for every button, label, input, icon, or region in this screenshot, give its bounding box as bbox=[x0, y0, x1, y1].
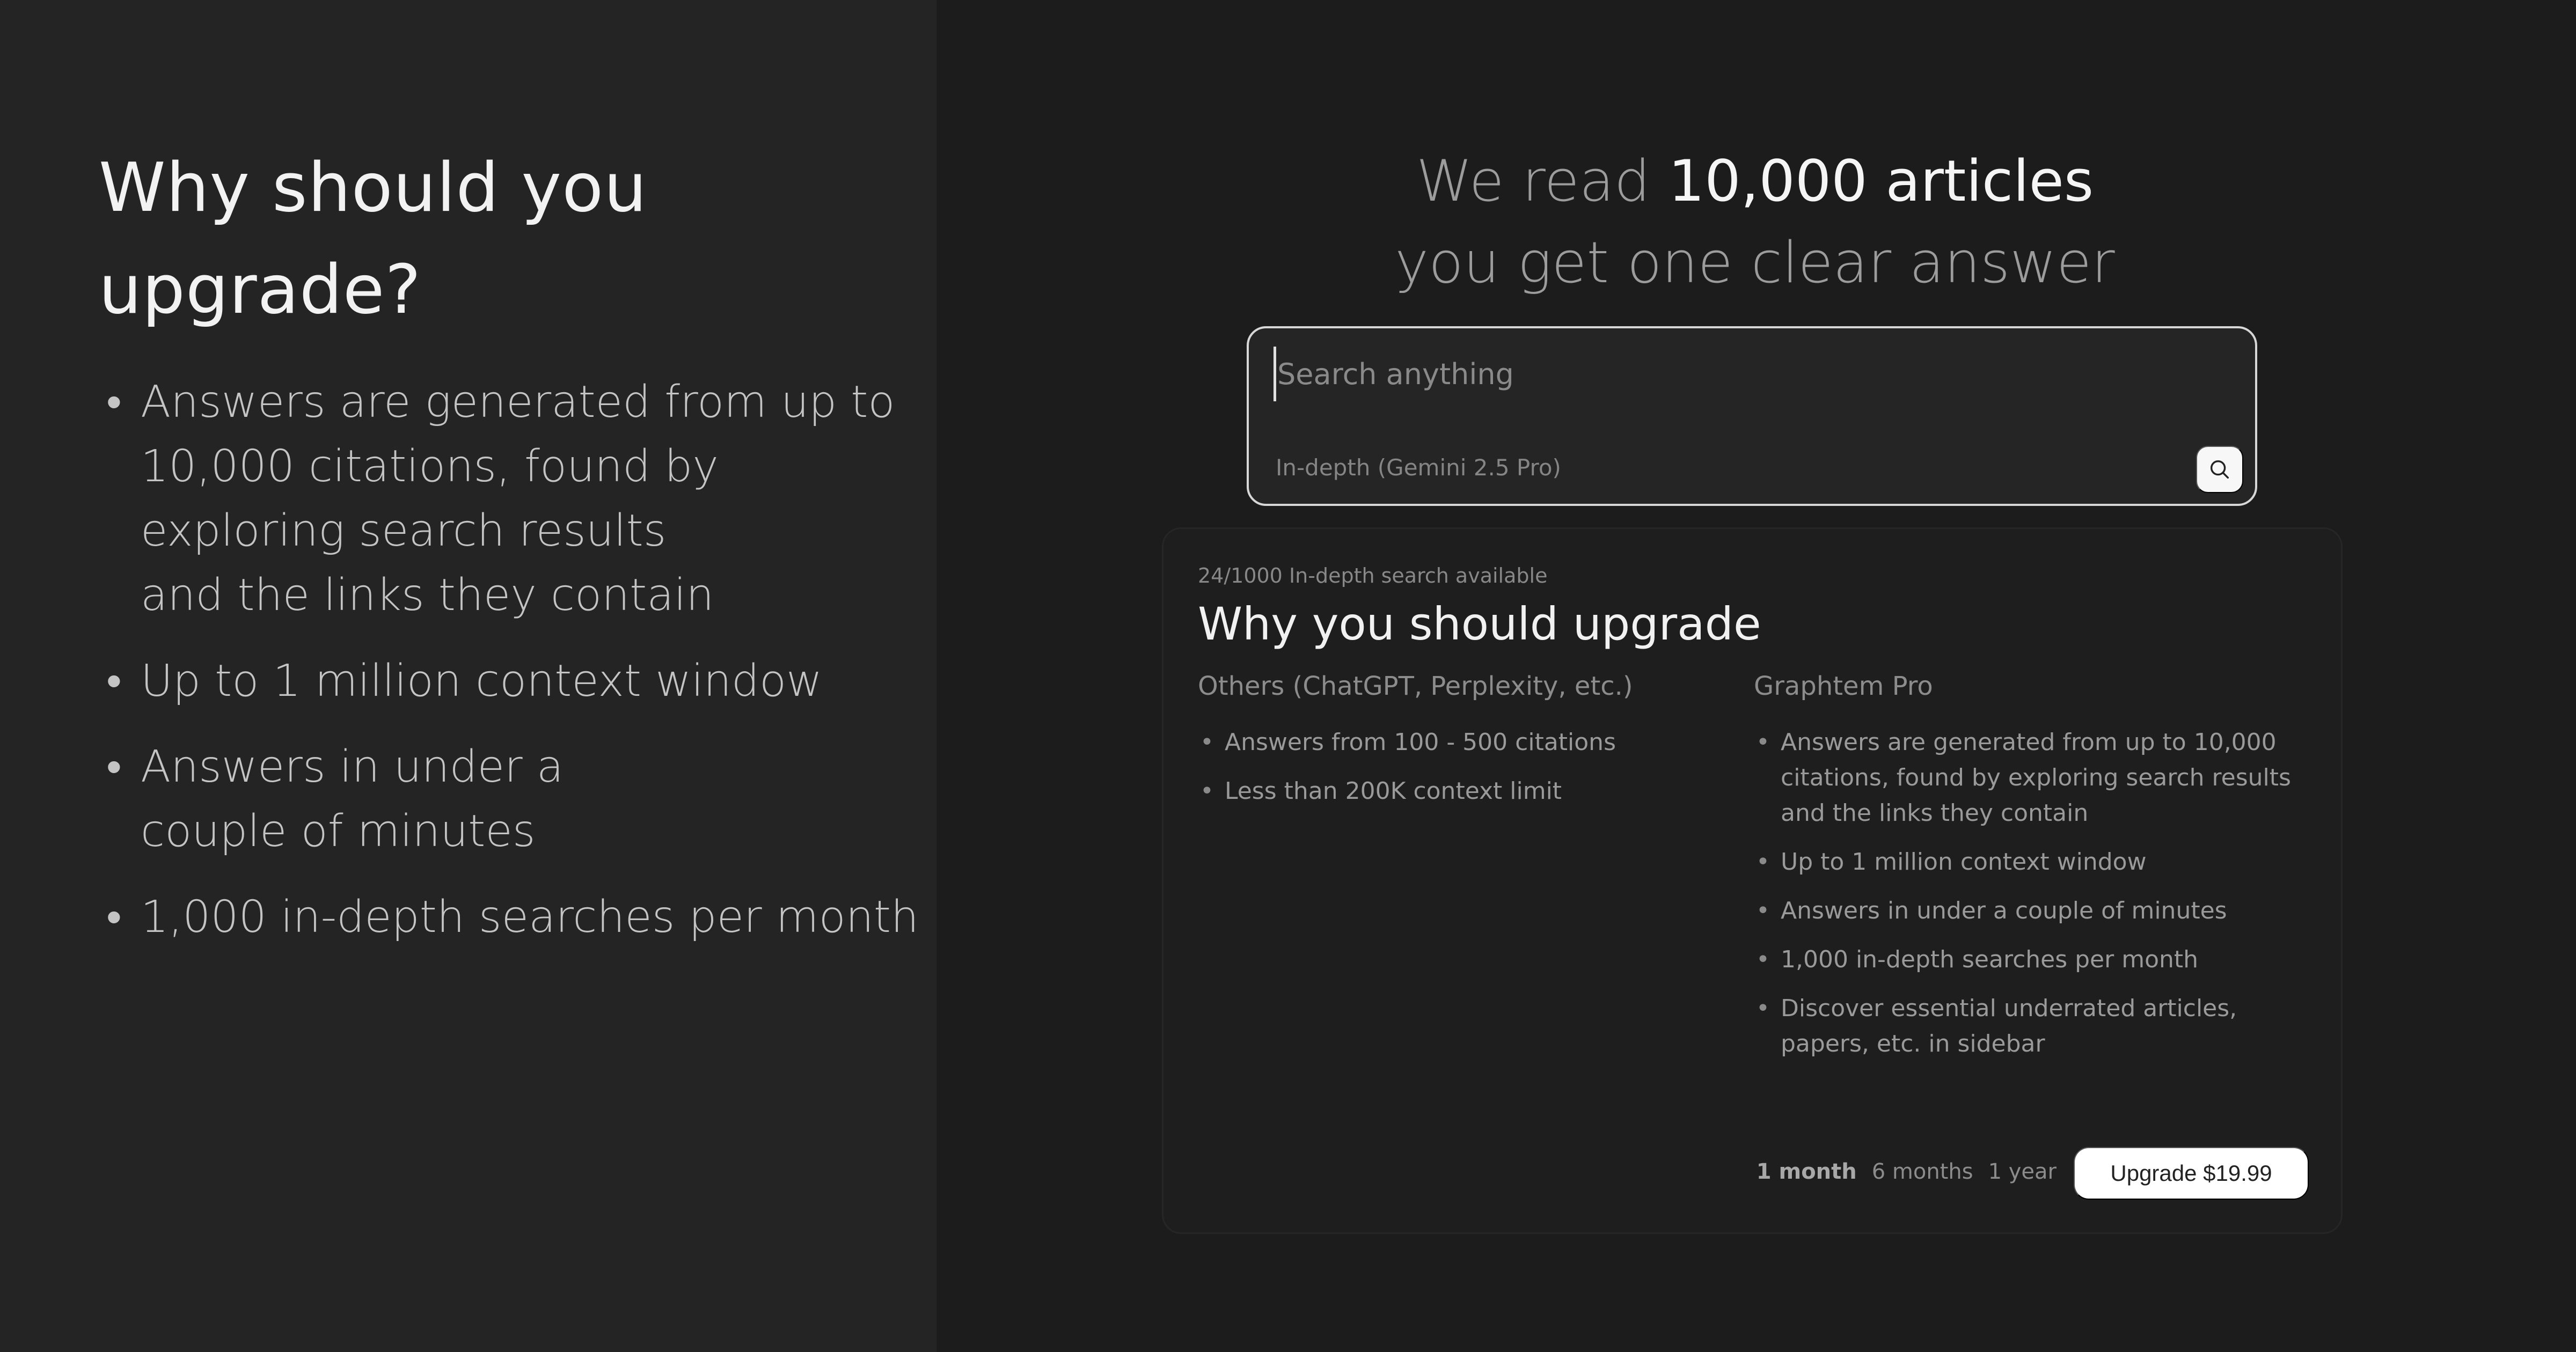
hero-article-count: 10,000 articles bbox=[1668, 148, 2094, 214]
pro-feature-list bbox=[1754, 725, 2301, 1075]
left-panel-title: Why should you upgrade? bbox=[99, 148, 648, 329]
bullet-icon: • bbox=[106, 656, 122, 707]
hero-line-two: you get one clear answer bbox=[1395, 230, 2115, 296]
search-input[interactable] bbox=[1274, 347, 2083, 401]
left-benefit-context-text: Up to 1 million context window bbox=[141, 656, 823, 707]
pro-feature-citations: • Answers are generated from up to 10,000 citations, found by exploring search results and the links they contain bbox=[1754, 725, 2301, 831]
left-upgrade-panel bbox=[0, 0, 936, 1352]
period-six-months[interactable]: 6 months bbox=[1871, 1159, 1973, 1184]
upgrade-card bbox=[1162, 527, 2343, 1234]
search-button[interactable] bbox=[2196, 446, 2243, 493]
upgrade-card-title: Why you should upgrade bbox=[1198, 598, 1761, 650]
bullet-icon: • bbox=[106, 741, 122, 792]
others-feature-list bbox=[1198, 725, 1681, 822]
others-feature-citations: • Answers from 100 - 500 citations bbox=[1198, 725, 1681, 760]
others-heading: Others (ChatGPT, Perplexity, etc.) bbox=[1198, 671, 1633, 701]
search-mode-label[interactable]: In-depth (Gemini 2.5 Pro) bbox=[1276, 454, 1561, 481]
left-benefit-monthly-searches-text: 1,000 in-depth searches per month bbox=[141, 892, 919, 943]
bullet-icon: • bbox=[106, 377, 122, 428]
hero-heading bbox=[1245, 141, 2265, 304]
period-one-year[interactable]: 1 year bbox=[1988, 1159, 2057, 1184]
billing-period-selector bbox=[1757, 1159, 2057, 1184]
others-feature-context: • Less than 200K context limit bbox=[1198, 774, 1681, 809]
pro-feature-searches: • 1,000 in-depth searches per month bbox=[1754, 942, 2301, 978]
left-benefit-speed-text: Answers in under a couple of minutes bbox=[141, 741, 564, 857]
left-benefit-citations bbox=[99, 370, 936, 628]
pro-feature-context: • Up to 1 million context window bbox=[1754, 844, 2301, 880]
search-box[interactable] bbox=[1247, 326, 2257, 506]
left-benefit-context bbox=[99, 649, 936, 714]
hero-line-one-prefix: We read bbox=[1416, 148, 1668, 214]
pro-feature-speed: • Answers in under a couple of minutes bbox=[1754, 893, 2301, 929]
pro-heading: Graphtem Pro bbox=[1754, 671, 1933, 701]
left-benefit-speed bbox=[99, 735, 936, 864]
search-icon bbox=[2207, 457, 2232, 482]
left-benefits-list bbox=[99, 370, 936, 971]
pro-feature-sidebar: • Discover essential underrated articles, papers, etc. in sidebar bbox=[1754, 991, 2301, 1062]
bullet-icon: • bbox=[106, 892, 122, 943]
hero-line-one bbox=[1245, 141, 2265, 222]
upgrade-button[interactable]: Upgrade $19.99 bbox=[2074, 1147, 2309, 1200]
period-one-month[interactable]: 1 month bbox=[1756, 1159, 1857, 1184]
left-benefit-monthly-searches bbox=[99, 885, 936, 950]
left-benefit-citations-text: Answers are generated from up to 10,000 citations, found by exploring search results and the links they contain bbox=[141, 377, 895, 621]
search-usage-status: 24/1000 In-depth search available bbox=[1198, 564, 1548, 587]
